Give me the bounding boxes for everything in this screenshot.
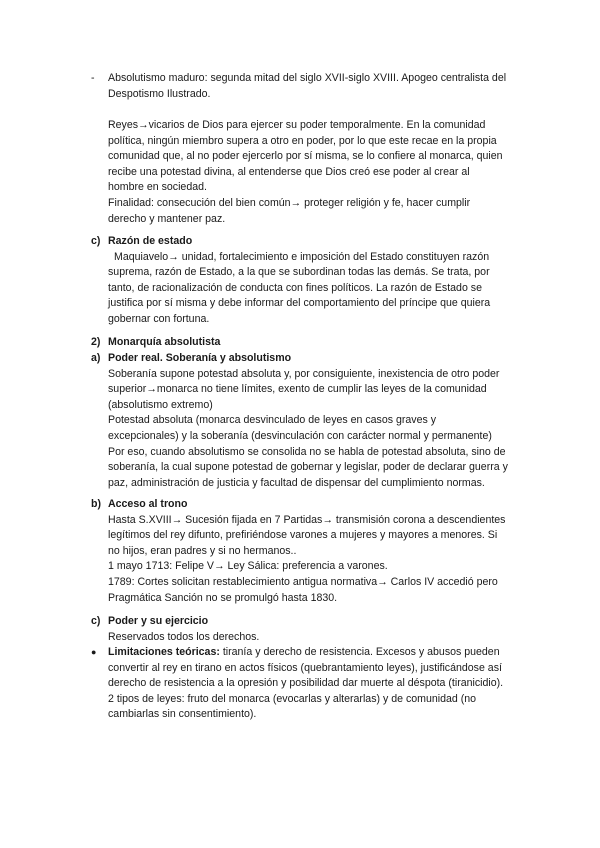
text-line: (absolutismo extremo) <box>108 398 213 411</box>
text-line: Finalidad: consecución del bien común→ proteger religión y fe, hacer cumplir <box>108 196 471 209</box>
section-poder-ejercicio <box>0 614 600 645</box>
text-line: justifica por sí misma y debe informar del comportamiento del príncipe que quiera <box>108 297 491 310</box>
dash-marker: - <box>91 72 95 84</box>
text-line: política, ningún miembro supera a otro en poder, por lo que este recae en la propia <box>108 134 497 147</box>
text-line: derecho y mantener paz. <box>108 212 226 225</box>
text-line: paz, administración de justicia y facultad de dispensar del cumplimiento normas. <box>108 476 485 489</box>
bullet-limitaciones <box>0 645 600 723</box>
section-marker: c) <box>91 615 101 627</box>
section-heading: Acceso al trono <box>108 498 188 510</box>
text-line: convertir al rey en tirano en actos físicos (quebrantamiento leyes), justificándose así <box>108 661 502 674</box>
text-line: suprema, razón de Estado, a la que se subordinan todas las demás. Se trata, por <box>108 266 490 279</box>
text-line: Reyes→vicarios de Dios para ejercer su poder temporalmente. En la comunidad <box>108 119 486 131</box>
text-line: cambiarlas sin consentimiento). <box>108 708 257 721</box>
text-line: gobernar con fortuna. <box>108 312 210 325</box>
text-line: Por eso, cuando absolutismo se consolida no se habla de potestad absoluta, sino de <box>108 445 506 458</box>
text-line: soberanía, la cual supone potestad de gobernar y legislar, poder de declarar guerra y <box>108 461 508 474</box>
text-line: derecho de resistencia a la opresión y posibilidad dar muerte al déspota (tiranicidio). <box>108 677 504 690</box>
item-absolutismo <box>0 71 600 102</box>
text-line: 1789: Cortes solicitan restablecimiento antigua normativa→ Carlos IV accedió pero <box>108 575 498 588</box>
text-line: no hijos, eran padres y si no hermanos.. <box>108 544 297 557</box>
text-line: tanto, de racionalización de conducta con fines políticos. La razón de Estado se <box>108 281 482 294</box>
text-line <box>108 645 500 661</box>
bullet-label: Limitaciones teóricas: <box>108 646 220 658</box>
text-line: superior→monarca no tiene límites, exento de cumplir las leyes de la comunidad <box>108 383 487 396</box>
section-razon-de-estado <box>0 234 600 328</box>
section-heading: Monarquía absolutista <box>108 336 221 348</box>
text-line: Absolutismo maduro: segunda mitad del siglo XVII-siglo XVIII. Apogeo centralista del <box>108 72 507 84</box>
text-line: Hasta S.XVIII→ Sucesión fijada en 7 Partidas→ transmisión corona a descendientes <box>108 513 506 526</box>
section-marker: b) <box>91 498 101 510</box>
text-line: comunidad que, al no poder ejercerlo por sí misma, se lo confiere al monarca, quien <box>108 150 503 163</box>
section-marker: c) <box>91 235 101 247</box>
text-line: recibe una potestad divina, al entenderse que Dios creó ese poder al crear al <box>108 165 470 178</box>
section-heading: Poder y su ejercicio <box>108 615 209 627</box>
section-acceso-al-trono <box>0 497 600 606</box>
text-line: 2 tipos de leyes: fruto del monarca (evocarlas y alterarlas) y de comunidad (no <box>108 692 477 705</box>
text-line: excepcionales) y la soberanía (desvinculación con carácter normal y permanente) <box>108 429 492 442</box>
text-line: Maquiavelo→ unidad, fortalecimiento e imposición del Estado constituyen razón <box>114 250 490 263</box>
section-marker: 2) <box>91 336 101 348</box>
text-line: Despotismo Ilustrado. <box>108 87 211 100</box>
bullet-marker: ● <box>91 647 97 657</box>
section-monarquia-absolutista <box>0 335 600 351</box>
section-poder-real <box>0 351 600 491</box>
text-line: Potestad absoluta (monarca desvinculado de leyes en casos graves y <box>108 414 437 427</box>
text-line: Soberanía supone potestad absoluta y, por consiguiente, inexistencia de otro poder <box>108 367 500 380</box>
bullet-text: tiranía y derecho de resistencia. Excesos y abusos pueden <box>219 646 500 658</box>
section-heading: Razón de estado <box>108 235 193 247</box>
text-line: Pragmática Sanción no se promulgó hasta 1830. <box>108 591 338 604</box>
reyes-paragraph <box>0 118 600 227</box>
text-line: 1 mayo 1713: Felipe V→ Ley Sálica: preferencia a varones. <box>108 560 388 573</box>
section-heading: Poder real. Soberanía y absolutismo <box>108 352 292 364</box>
text-line: legítimos del rey difunto, prefiriéndose varones a mujeres y mayores a menores. Si <box>108 529 498 542</box>
text-line: hombre en sociedad. <box>108 181 207 194</box>
text-line: Reservados todos los derechos. <box>108 630 260 643</box>
section-marker: a) <box>91 352 101 364</box>
